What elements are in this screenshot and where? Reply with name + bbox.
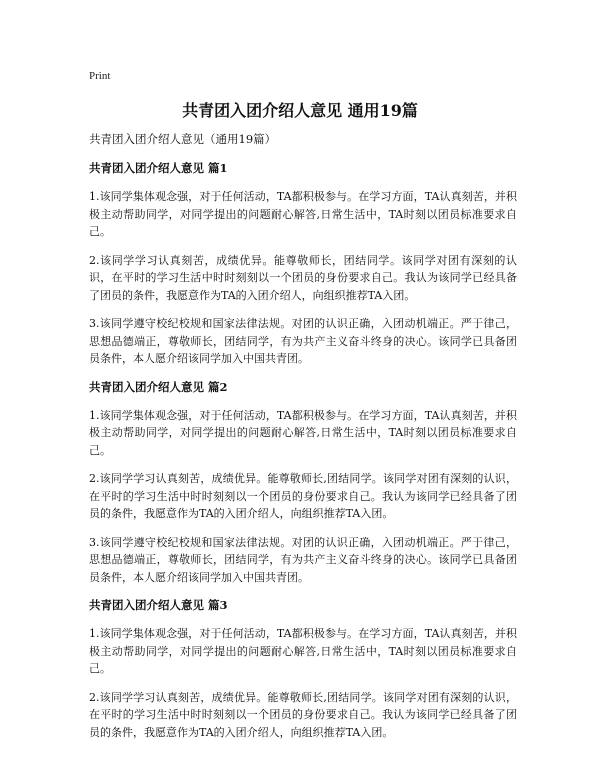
section-heading: 共青团入团介绍人意见 篇1 — [89, 161, 228, 175]
paragraph: 2.该同学学习认真刻苦，成绩优异。能尊敬师长，团结同学。该同学对团有深刻的认识，在平时的学习生活中时时刻刻以一个团员的身份要求自己。我认为该同学已经具备了团员的条件，我愿意作为TA的入团介绍人，向组织推荐TA入团。 — [89, 253, 517, 302]
section-2 — [89, 379, 517, 587]
paragraph: 1.该同学集体观念强，对于任何活动，TA都积极参与。在学习方面，TA认真刻苦，并积极主动帮助同学，对同学提出的问题耐心解答,日常生活中，TA时刻以团员标准要求自己。 — [89, 627, 517, 675]
section-1 — [89, 160, 517, 368]
section-heading: 共青团入团介绍人意见 篇3 — [89, 598, 228, 612]
document-body — [89, 131, 517, 752]
document-subtitle: 共青团入团介绍人意见（通用19篇） — [89, 132, 277, 146]
paragraph: 1.该同学集体观念强，对于任何活动，TA都积极参与。在学习方面，TA认真刻苦，并积极主动帮助同学，对同学提出的问题耐心解答,日常生活中，TA时刻以团员标准要求自己。 — [89, 190, 517, 238]
paragraph: 3.该同学遵守校纪校规和国家法律法规。对团的认识正确，入团动机端正。严于律己，思想品德端正，尊敬师长，团结同学，有为共产主义奋斗终身的决心。该同学已具备团员条件，本人愿介绍该同学加入中国共青团。 — [89, 535, 517, 584]
paragraph: 2.该同学学习认真刻苦，成绩优异。能尊敬师长,团结同学。该同学对团有深刻的认识，在平时的学习生活中时时刻刻以一个团员的身份要求自己。我认为该同学已经具备了团员的条件，我愿意作为TA的入团介绍人，向组织推荐TA入团。 — [89, 690, 517, 739]
section-heading: 共青团入团介绍人意见 篇2 — [89, 379, 228, 394]
print-link[interactable]: Print — [89, 70, 111, 82]
paragraph: 1.该同学集体观念强，对于任何活动，TA都积极参与。在学习方面，TA认真刻苦，并积极主动帮助同学，对同学提出的问题耐心解答,日常生活中，TA时刻以团员标准要求自己。 — [89, 408, 517, 457]
section-3 — [89, 597, 517, 741]
document-title: 共青团入团介绍人意见 通用19篇 — [182, 101, 418, 120]
paragraph: 2.该同学学习认真刻苦，成绩优异。能尊敬师长,团结同学。该同学对团有深刻的认识，在平时的学习生活中时时刻刻以一个团员的身份要求自己。我认为该同学已经具备了团员的条件，我愿意作为TA的入团介绍人，向组织推荐TA入团。 — [89, 472, 517, 520]
paragraph: 3.该同学遵守校纪校规和国家法律法规。对团的认识正确，入团动机端正。严于律己，思想品德端正，尊敬师长，团结同学，有为共产主义奋斗终身的决心。该同学已具备团员条件，本人愿介绍该同学加入中国共青团。 — [89, 317, 517, 365]
